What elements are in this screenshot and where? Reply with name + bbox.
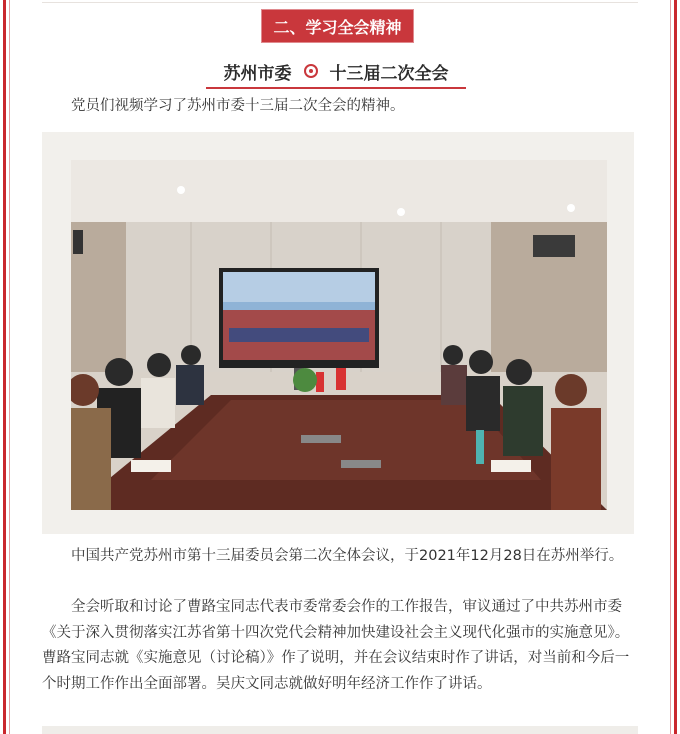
- page-frame-left: [3, 0, 6, 734]
- section-subtitle: [206, 55, 466, 89]
- meeting-detail-paragraph: 全会听取和讨论了曹路宝同志代表市委常委会作的工作报告，审议通过了中共苏州市委《关于深入贯彻落实江苏省第十四次党代会精神加快建设社会主义现代化强市的实施意见》。曹路宝同志就《实施意见（讨论稿）》作了说明，并在会议结束时作了讲话，对当前和今后一个时期工作作出全面部署。吴庆文同志就做好明年经济工作作了讲话。: [42, 599, 630, 692]
- next-card-edge: [42, 726, 638, 734]
- photo-card: [42, 132, 634, 534]
- meeting-photo: [71, 160, 607, 510]
- section-badge: 二、学习全会精神: [259, 7, 416, 45]
- target-dot-icon: [304, 64, 318, 78]
- page-frame-right: [674, 0, 677, 734]
- intro-paragraph: 党员们视频学习了苏州市委十三届二次全会的精神。: [71, 98, 405, 114]
- subtitle-left: 苏州市委: [223, 63, 292, 84]
- subtitle-right: 十三届二次全会: [329, 63, 449, 84]
- meeting-info-paragraph: 中国共产党苏州市第十三届委员会第二次全体会议，于2021年12月28日在苏州举行。: [71, 548, 624, 564]
- top-divider: [42, 2, 638, 3]
